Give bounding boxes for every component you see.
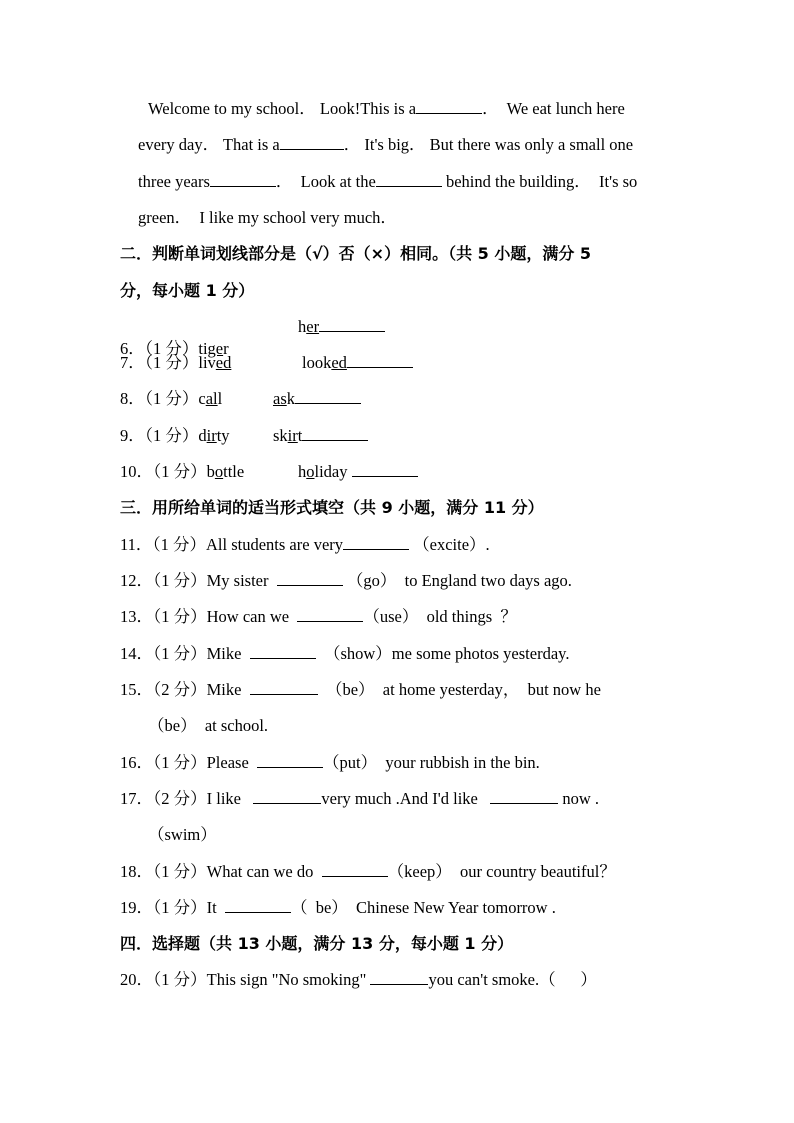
answer-blank[interactable] [370, 969, 428, 985]
question-text: （swim） [148, 825, 217, 844]
underlined-part: o [214, 462, 224, 481]
underlined-part: ir [287, 426, 298, 445]
question-number: 6．（1 分） [120, 339, 199, 358]
answer-blank[interactable] [297, 606, 363, 622]
question-text: （be） at home yesterday， but now he [317, 680, 601, 699]
answer-blank[interactable] [250, 643, 316, 659]
question-15 [120, 679, 601, 701]
question-11 [120, 534, 490, 556]
word-1-rest: l [217, 389, 223, 408]
question-text: 18．（1 分）What can we do [120, 862, 322, 881]
question-text: 15．（2 分）Mike [120, 680, 250, 699]
answer-blank[interactable] [280, 134, 344, 150]
passage-line-3 [138, 171, 637, 193]
question-17 [120, 788, 599, 810]
underlined-part: as [273, 389, 287, 408]
question-text: 16．（1 分）Please [120, 753, 258, 772]
word-2-rest: k [286, 389, 295, 408]
word-1-rest: ttle [223, 462, 245, 481]
question-9 [120, 425, 230, 447]
passage-text: behind the building． It's so [441, 172, 638, 191]
passage-line-4 [138, 207, 397, 229]
word-1: c [198, 389, 206, 408]
answer-blank[interactable] [343, 534, 409, 550]
word-1: d [198, 426, 207, 445]
word-1-rest: r [223, 339, 229, 358]
question-17-cont [148, 824, 217, 846]
question-number: 7．（1 分） [120, 353, 199, 372]
question-7 [120, 352, 231, 374]
answer-blank[interactable] [210, 171, 276, 187]
question-text: （be） at school. [148, 716, 269, 735]
question-9-word-2 [273, 425, 368, 447]
question-10-word-2 [298, 461, 418, 483]
passage-text: ． Look at the [275, 172, 376, 191]
question-text: （show）me some photos yesterday. [315, 644, 570, 663]
question-text: （put） your rubbish in the bin. [323, 753, 540, 772]
question-text: （excite）. [409, 535, 490, 554]
question-text: （go） to England two days ago. [342, 571, 572, 590]
word-1: b [206, 462, 215, 481]
question-number: 8．（1 分） [120, 389, 199, 408]
answer-blank[interactable] [352, 461, 418, 477]
passage-text: every day． That is a [138, 135, 280, 154]
passage-text: green． I like my school very much． [138, 208, 397, 227]
answer-blank[interactable] [319, 316, 385, 332]
underlined-part: ge [207, 339, 224, 358]
question-18 [120, 861, 616, 883]
word-1-rest: ty [216, 426, 230, 445]
section-4-heading: 四．选择题（共 13 小题，满分 13 分，每小题 1 分） [120, 934, 514, 953]
answer-blank[interactable] [490, 788, 558, 804]
section-3-heading: 三．用所给单词的适当形式填空（共 9 小题，满分 11 分） [120, 498, 544, 517]
section-2-heading-cont: 分，每小题 1 分） [120, 281, 255, 300]
answer-blank[interactable] [253, 788, 321, 804]
underlined-part: al [205, 389, 218, 408]
passage-line-1 [148, 98, 625, 120]
question-10 [120, 461, 244, 483]
question-text: （use） old things ？ [363, 607, 517, 626]
question-8 [120, 388, 222, 410]
underlined-part: ir [206, 426, 217, 445]
question-19 [120, 897, 556, 919]
question-number: 10．（1 分） [120, 462, 207, 481]
question-7-word-2 [302, 352, 413, 374]
question-6-word-2 [298, 316, 385, 338]
underlined-part: ed [331, 353, 347, 372]
answer-blank[interactable] [347, 352, 413, 368]
question-13 [120, 606, 517, 628]
question-20 [120, 969, 597, 991]
question-text: 20．（1 分）This sign "No smoking" [120, 970, 371, 989]
underlined-part: er [306, 317, 320, 336]
passage-text: ． It's big． But there was only a small one [343, 135, 634, 154]
passage-line-2 [138, 134, 633, 156]
answer-blank[interactable] [295, 388, 361, 404]
question-text: very much .And I'd like [321, 789, 491, 808]
passage-text: ． We eat lunch here [482, 99, 625, 118]
question-14 [120, 643, 569, 665]
question-text: you can't smoke.（ ） [428, 970, 597, 989]
question-text: 19．（1 分）It [120, 898, 225, 917]
word-2: h [298, 317, 307, 336]
word-1: liv [198, 353, 216, 372]
underlined-part: o [306, 462, 315, 481]
word-1: ti [198, 339, 208, 358]
question-16 [120, 752, 540, 774]
answer-blank[interactable] [277, 570, 343, 586]
question-text: 12．（1 分）My sister [120, 571, 277, 590]
answer-blank[interactable] [225, 897, 291, 913]
question-text: 17．（2 分）I like [120, 789, 254, 808]
answer-blank[interactable] [376, 171, 442, 187]
question-8-word-2 [273, 388, 361, 410]
question-text: （ be） Chinese New Year tomorrow . [290, 898, 556, 917]
passage-text: Welcome to my school． Look!This is a [148, 99, 417, 118]
question-text: now . [558, 789, 600, 808]
answer-blank[interactable] [302, 425, 368, 441]
word-2-rest: liday [314, 462, 352, 481]
word-2: look [302, 353, 332, 372]
question-text: 14．（1 分）Mike [120, 644, 250, 663]
answer-blank[interactable] [257, 752, 323, 768]
question-text: （keep） our country beautiful？ [387, 862, 616, 881]
passage-text: three years [138, 172, 210, 191]
section-2-heading: 二．判断单词划线部分是（√）否（×）相同。（共 5 小题，满分 5 [120, 244, 592, 263]
answer-blank[interactable] [250, 679, 318, 695]
word-2: h [298, 462, 307, 481]
word-2-rest: t [297, 426, 303, 445]
question-text: 11．（1 分）All students are very [120, 535, 344, 554]
question-15-cont [148, 715, 268, 737]
underlined-part: ed [215, 353, 232, 372]
question-number: 9．（1 分） [120, 426, 199, 445]
question-text: 13．（1 分）How can we [120, 607, 298, 626]
word-2: sk [273, 426, 288, 445]
question-12 [120, 570, 572, 592]
answer-blank[interactable] [322, 861, 388, 877]
answer-blank[interactable] [416, 98, 482, 114]
